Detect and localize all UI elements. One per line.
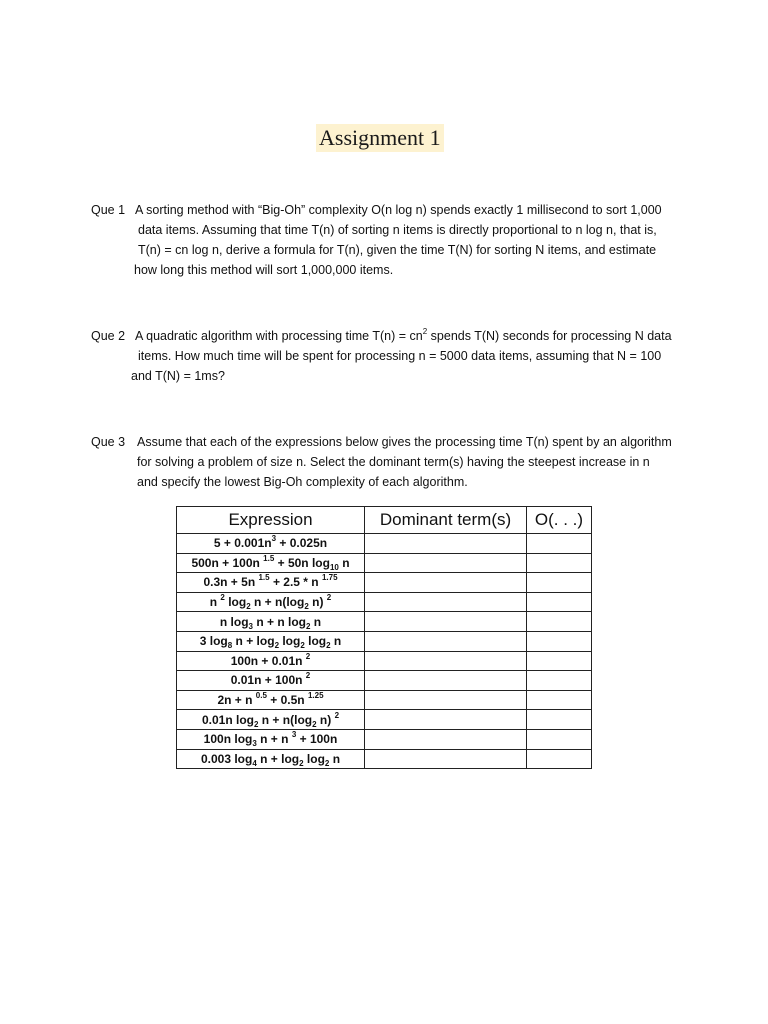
big-oh-cell[interactable] (527, 749, 592, 769)
question-text-line: items. How much time will be spent for processing n = 5000 data items, assuming that N = 100 (138, 349, 662, 363)
header-dominant-terms: Dominant term(s) (365, 507, 527, 534)
table-row (177, 651, 592, 671)
expression-cell: 500n + 100n $^{1.5}$ + 50n $\log_{10} n$ (177, 553, 365, 573)
big-oh-cell[interactable] (527, 651, 592, 671)
dominant-term-cell[interactable] (365, 553, 527, 573)
big-oh-cell[interactable] (527, 573, 592, 593)
dominant-term-cell[interactable] (365, 749, 527, 769)
expression-cell: 3 $\log_8 n + \log_2 \log_2 \log_2 n$ (177, 631, 365, 651)
question-label: Que 1 (91, 203, 126, 217)
big-oh-cell[interactable] (527, 690, 592, 710)
page-title: Assignment 1 (316, 124, 444, 152)
expression-cell: 0.01n $\log_2 n + n(\log_2$ n) $^2$ (177, 710, 365, 730)
question-text-line: data items. Assuming that time T(n) of sorting n items is directly proportional to n log n, that is, (138, 223, 657, 237)
question-text-line: T(n) = cn log n, derive a formula for T(n), given the time T(N) for sorting N items, and estimate (138, 243, 657, 257)
table-header-row (177, 507, 592, 534)
dominant-term-cell[interactable] (365, 573, 527, 593)
dominant-term-cell[interactable] (365, 710, 527, 730)
dominant-term-cell[interactable] (365, 651, 527, 671)
dominant-term-cell[interactable] (365, 612, 527, 632)
expression-cell: $5 + 0.001n^3 + 0.025n$ (177, 534, 365, 554)
expression-cell: 100n $\log_3 n + n$ $^3$ + 100n (177, 729, 365, 749)
dominant-term-cell[interactable] (365, 671, 527, 691)
expression-cell: n $^2$ $\log_2 n + n(\log_2$ n) $^2$ (177, 592, 365, 612)
big-oh-cell[interactable] (527, 729, 592, 749)
big-oh-cell[interactable] (527, 671, 592, 691)
header-expression: Expression (177, 507, 365, 534)
complexity-table (176, 506, 592, 769)
table-row (177, 573, 592, 593)
big-oh-cell[interactable] (527, 710, 592, 730)
expression-cell: 0.3n + 5n $^{1.5}$ + 2.5 * n $^{1.75}$ (177, 573, 365, 593)
question-text-line: A sorting method with “Big-Oh” complexity O(n log n) spends exactly 1 millisecond to sort 1,000 (135, 203, 662, 217)
header-big-oh: O(. . .) (527, 507, 592, 534)
table-row (177, 690, 592, 710)
expression-cell: 0.01n + 100n $^2$ (177, 671, 365, 691)
expression-cell: n $\log_3 n + n$ $\log_2 n$ (177, 612, 365, 632)
big-oh-cell[interactable] (527, 631, 592, 651)
big-oh-cell[interactable] (527, 534, 592, 554)
dominant-term-cell[interactable] (365, 729, 527, 749)
big-oh-cell[interactable] (527, 592, 592, 612)
question-text-line: Assume that each of the expressions below gives the processing time T(n) spent by an algorithm (137, 435, 672, 449)
dominant-term-cell[interactable] (365, 592, 527, 612)
dominant-term-cell[interactable] (365, 534, 527, 554)
table-row (177, 671, 592, 691)
question-text-line: how long this method will sort 1,000,000 items. (134, 263, 394, 277)
table-row (177, 749, 592, 769)
table-row (177, 631, 592, 651)
table-row (177, 592, 592, 612)
dominant-term-cell[interactable] (365, 690, 527, 710)
dominant-term-cell[interactable] (365, 631, 527, 651)
question-text-line: A quadratic algorithm with processing time $T(n) = cn^2$ spends T(N) seconds for processing N data (135, 327, 672, 343)
question-text-line: for solving a problem of size n. Select the dominant term(s) having the steepest increase in n (137, 455, 650, 469)
table-row (177, 710, 592, 730)
table-row (177, 553, 592, 573)
big-oh-cell[interactable] (527, 553, 592, 573)
expression-cell: 2n + n $^{0.5}$ + 0.5n $^{1.25}$ (177, 690, 365, 710)
question-label: Que 3 (91, 435, 126, 449)
question-label: Que 2 (91, 329, 126, 343)
expression-cell: 0.003 $\log_4 n + \log_2 \log_2 n$ (177, 749, 365, 769)
question-text-line: and specify the lowest Big-Oh complexity of each algorithm. (137, 475, 468, 489)
table-row (177, 534, 592, 554)
question-text-line: and T(N) = 1ms? (131, 369, 225, 383)
table-row (177, 729, 592, 749)
big-oh-cell[interactable] (527, 612, 592, 632)
table-row (177, 612, 592, 632)
expression-cell: 100n + 0.01n $^2$ (177, 651, 365, 671)
